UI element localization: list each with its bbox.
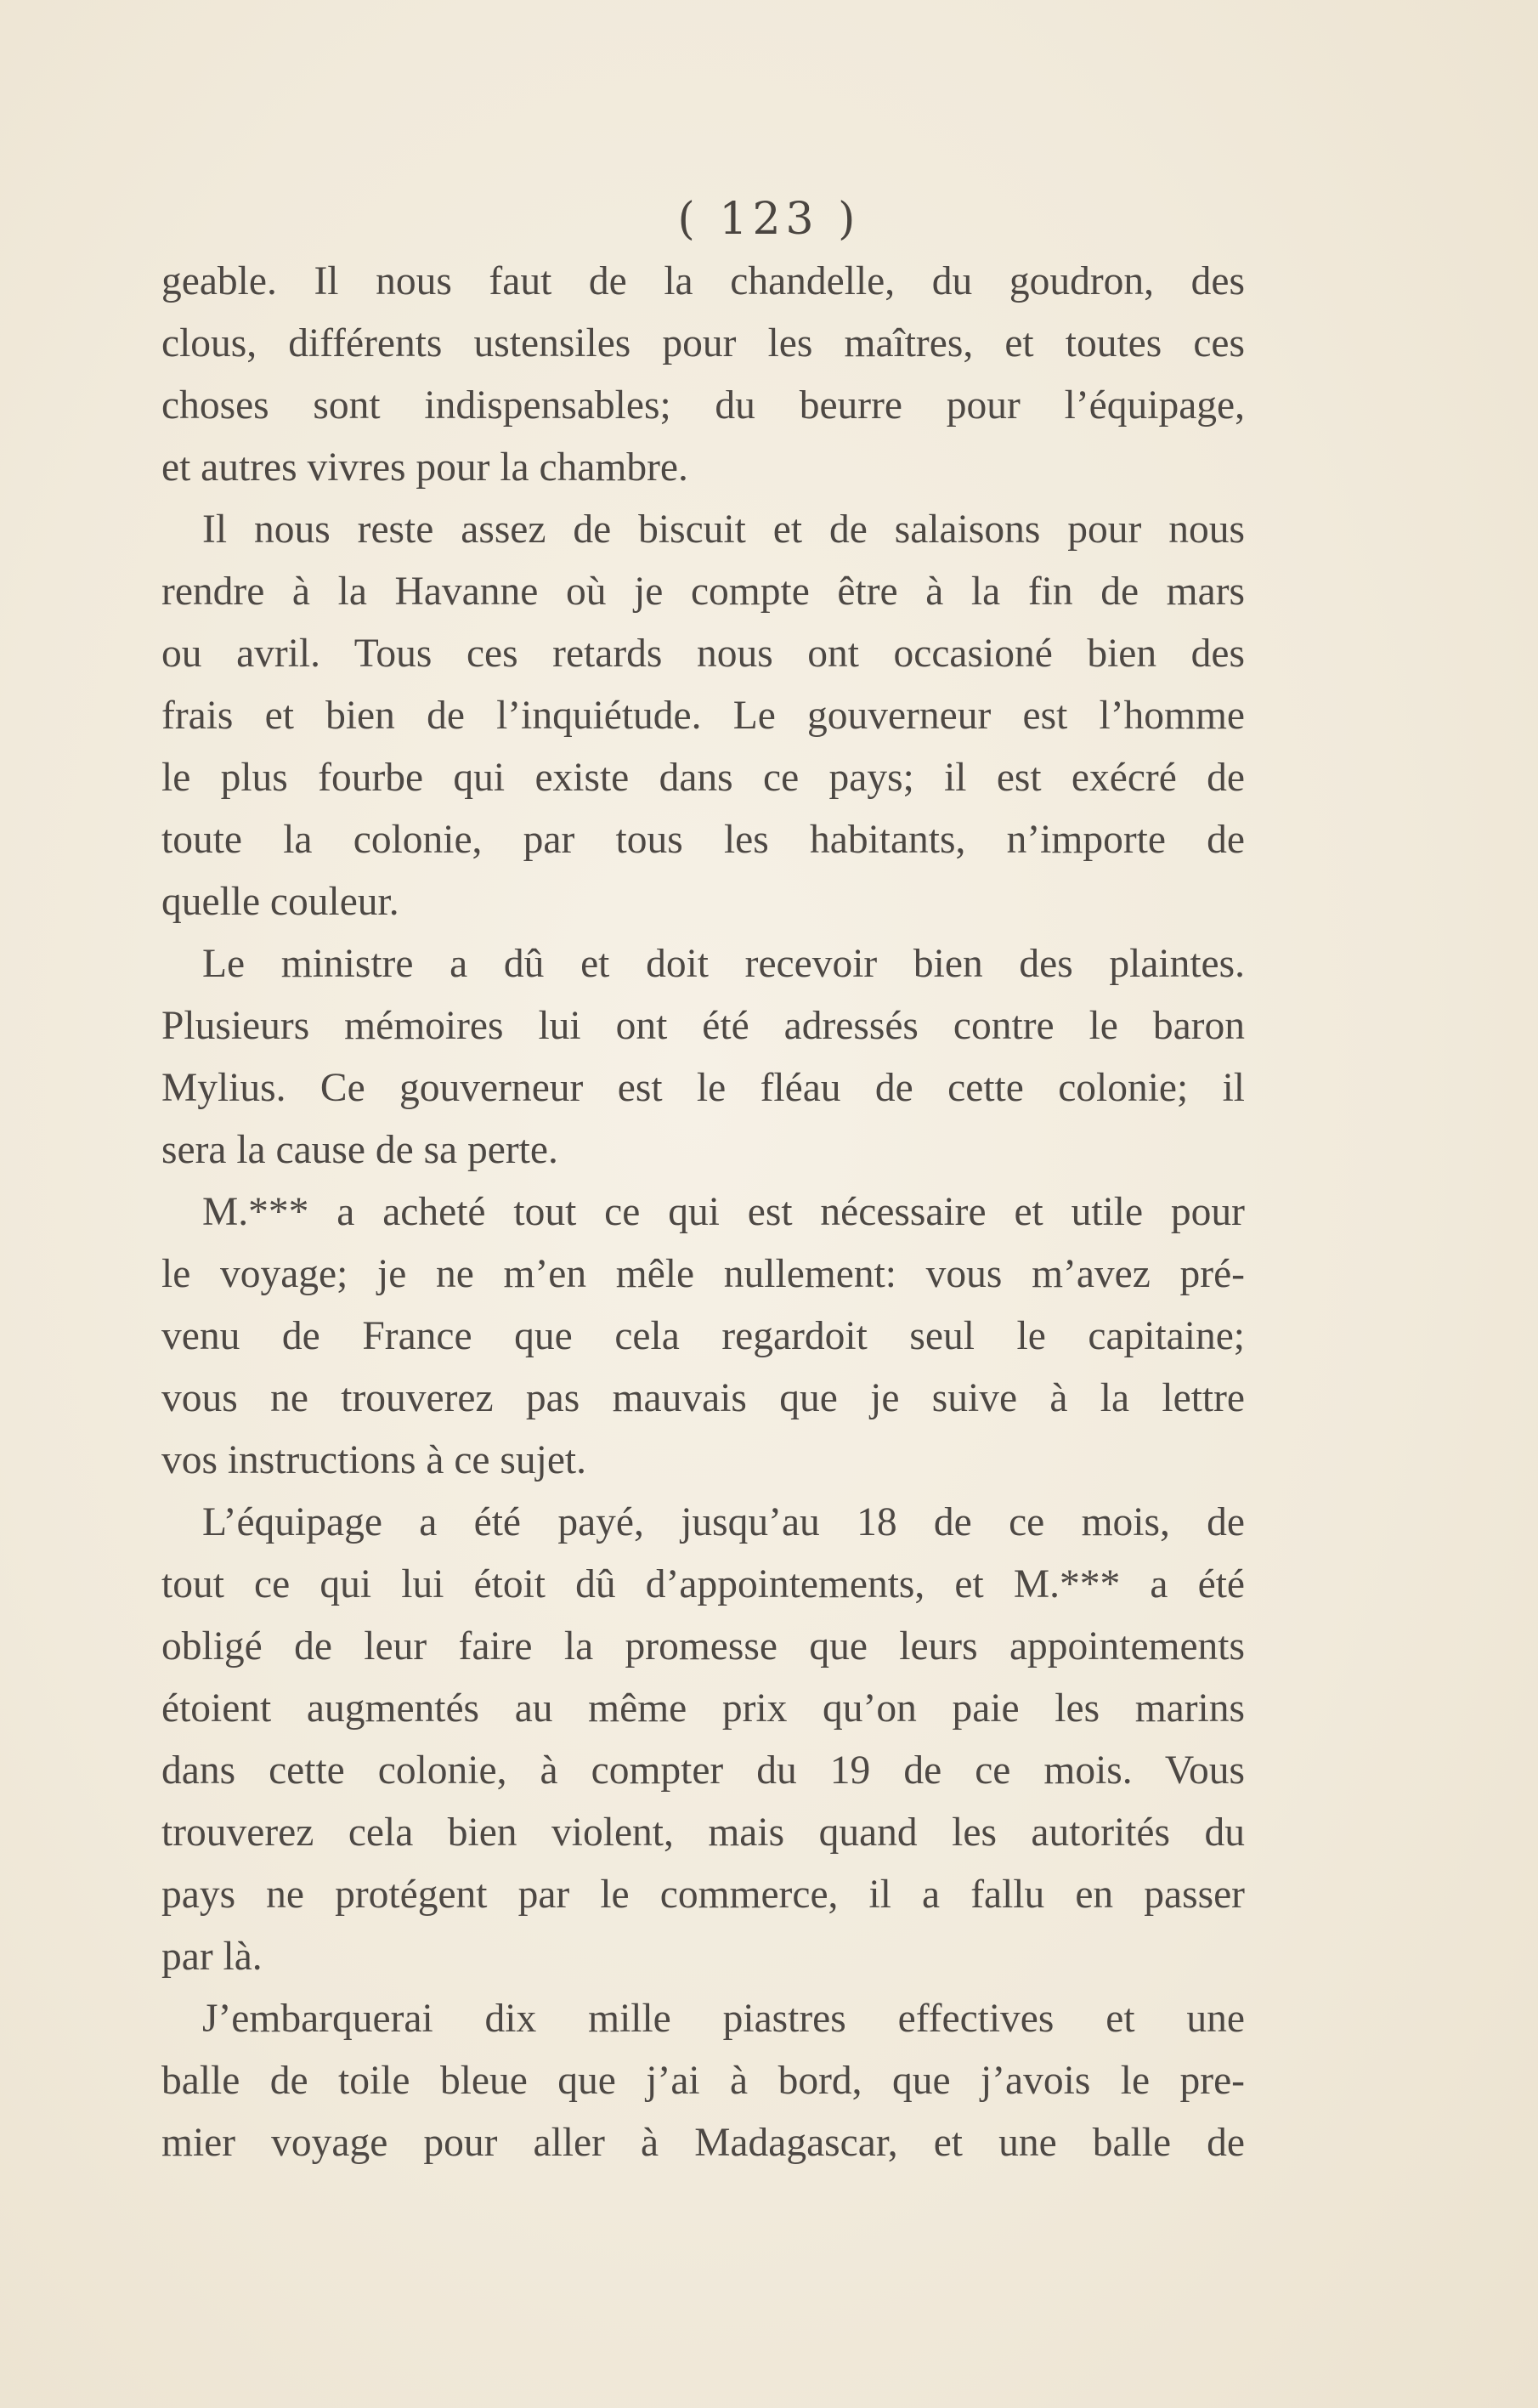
text-line: dans cette colonie, à compter du 19 de ce mois. Vous (161, 1748, 1245, 1793)
text-line: le plus fourbe qui existe dans ce pays; il est exécré de (161, 756, 1245, 800)
text-line: vos instructions à ce sujet. (161, 1438, 586, 1482)
text-line: Le ministre a dû et doit recevoir bien des plaintes. (202, 942, 1245, 986)
text-line: pays ne protégent par le commerce, il a fallu en passer (161, 1873, 1245, 1917)
page-number: ( 123 ) (677, 194, 861, 245)
text-line: J’embarquerai dix mille piastres effectives et une (202, 1997, 1245, 2041)
text-line: balle de toile bleue que j’ai à bord, que j’avois le pre- (161, 2059, 1245, 2103)
body-text (161, 251, 1245, 2174)
text-line: rendre à la Havanne où je compte être à la fin de mars (161, 569, 1245, 614)
text-line: quelle couleur. (161, 880, 399, 924)
text-line: étoient augmentés au même prix qu’on paie les marins (161, 1686, 1245, 1731)
text-line: geable. Il nous faut de la chandelle, du goudron, des (161, 259, 1245, 303)
text-line: M.*** a acheté tout ce qui est nécessaire et utile pour (202, 1190, 1245, 1234)
text-line: toute la colonie, par tous les habitants, n’importe de (161, 818, 1245, 862)
text-line: frais et bien de l’inquiétude. Le gouverneur est l’homme (161, 694, 1245, 738)
text-line: sera la cause de sa perte. (161, 1128, 558, 1172)
text-line: tout ce qui lui étoit dû d’appointements, et M.*** a été (161, 1562, 1245, 1606)
text-line: clous, différents ustensiles pour les maîtres, et toutes ces (161, 321, 1245, 365)
text-line: venu de France que cela regardoit seul le capitaine; (161, 1314, 1245, 1358)
text-line: Plusieurs mémoires lui ont été adressés contre le baron (161, 1004, 1245, 1048)
text-line: L’équipage a été payé, jusqu’au 18 de ce mois, de (202, 1500, 1245, 1544)
text-line: Il nous reste assez de biscuit et de salaisons pour nous (202, 507, 1245, 552)
text-line: choses sont indispensables; du beurre pour l’équipage, (161, 383, 1245, 428)
text-line: Mylius. Ce gouverneur est le fléau de cette colonie; il (161, 1066, 1245, 1110)
text-line: vous ne trouverez pas mauvais que je suive à la lettre (161, 1376, 1245, 1420)
text-line: et autres vivres pour la chambre. (161, 445, 688, 490)
text-line: le voyage; je ne m’en mêle nullement: vous m’avez pré- (161, 1252, 1245, 1296)
text-line: obligé de leur faire la promesse que leurs appointements (161, 1624, 1245, 1669)
text-line: ou avril. Tous ces retards nous ont occasioné bien des (161, 632, 1245, 676)
text-line: trouverez cela bien violent, mais quand les autorités du (161, 1810, 1245, 1855)
text-line: par là. (161, 1935, 263, 1979)
text-line: mier voyage pour aller à Madagascar, et une balle de (161, 2121, 1245, 2165)
